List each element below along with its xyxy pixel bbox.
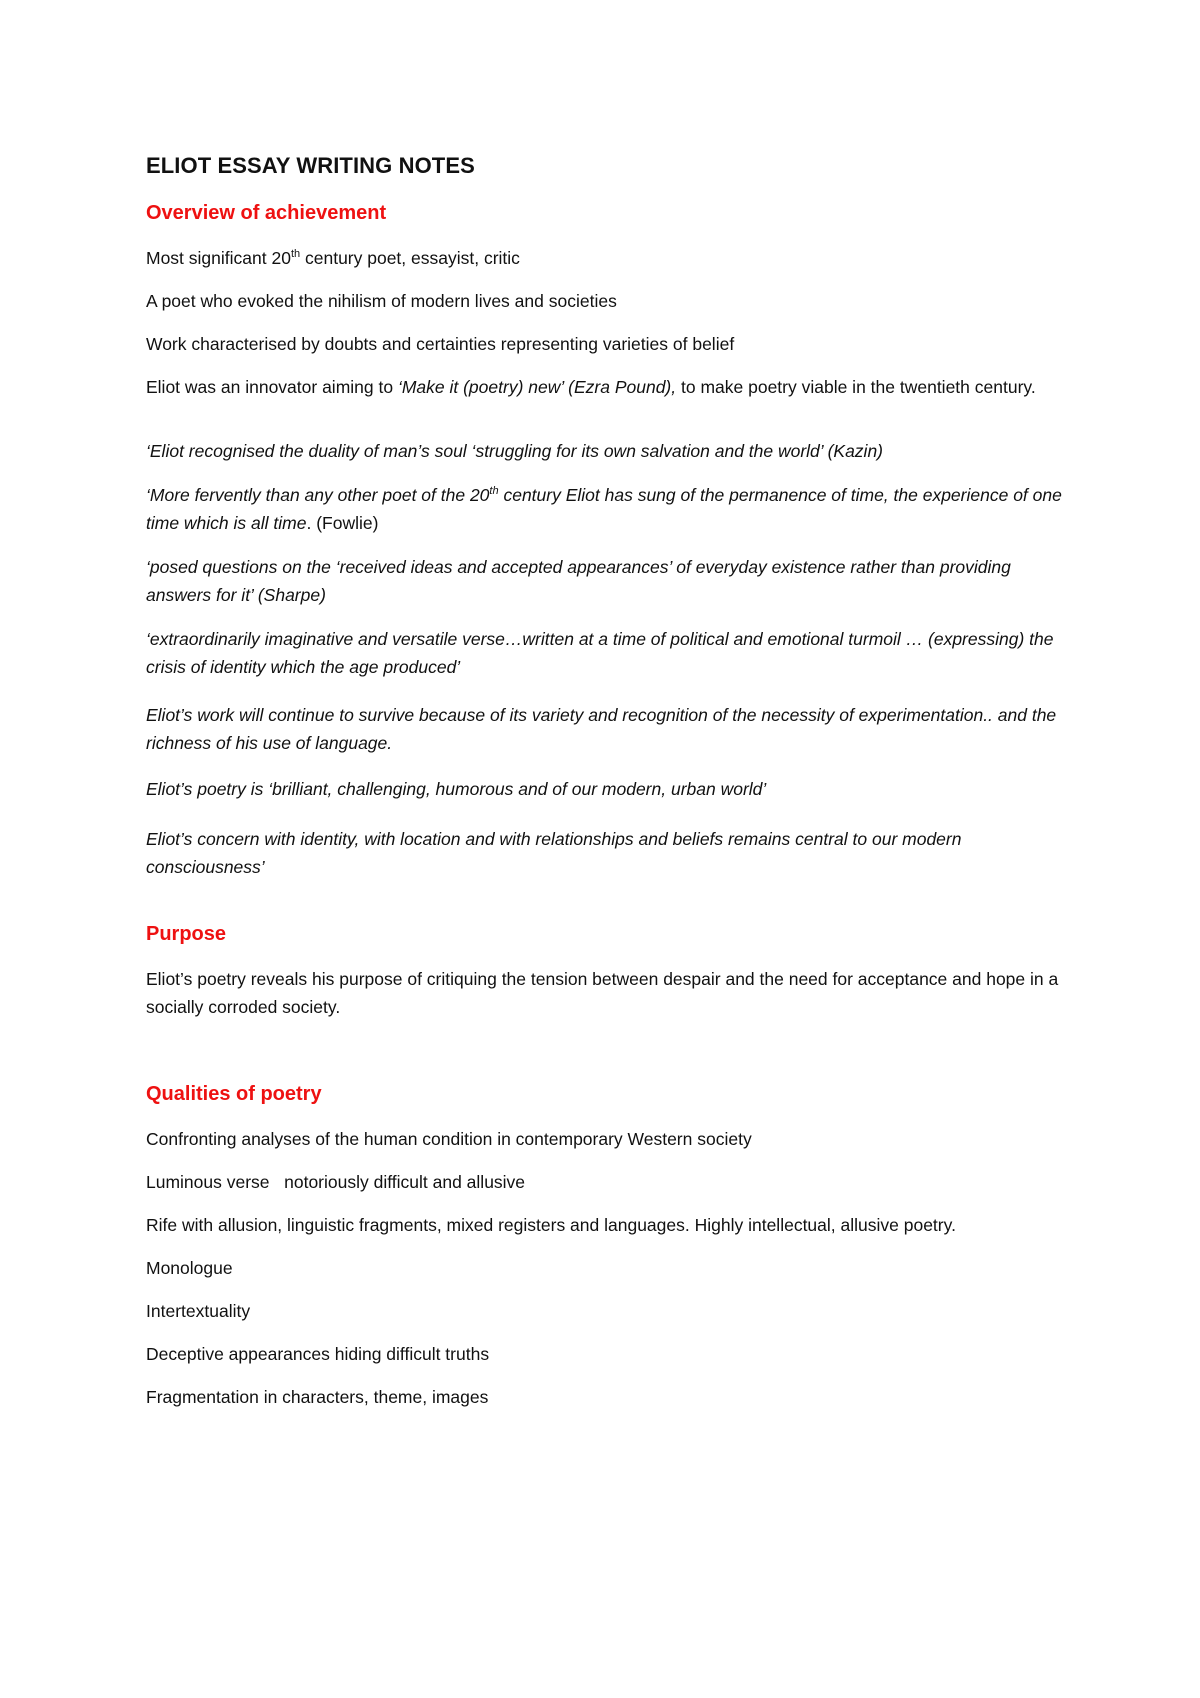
section-heading-overview: Overview of achievement: [146, 202, 387, 224]
qualities-item: Monologue: [146, 1258, 233, 1278]
overview-paragraph: Work characterised by doubts and certainties representing varieties of belief: [146, 334, 735, 354]
purpose-paragraph: Eliot’s poetry reveals his purpose of critiquing the tension between despair and the need for acceptance and hope in a socially corroded society.: [146, 969, 1059, 1017]
qualities-item: Deceptive appearances hiding difficult truths: [146, 1344, 490, 1364]
qualities-item: Confronting analyses of the human condition in contemporary Western society: [146, 1129, 752, 1149]
critic-quote-sharpe: ‘posed questions on the ‘received ideas and accepted appearances’ of everyday existence rather than providing answers for it’ (Sharpe): [146, 557, 1011, 605]
qualities-item: Luminous verse notoriously difficult and allusive: [146, 1172, 526, 1192]
overview-paragraph: A poet who evoked the nihilism of modern lives and societies: [146, 291, 617, 311]
section-heading-qualities: Qualities of poetry: [146, 1083, 322, 1105]
critic-quote: Eliot’s work will continue to survive because of its variety and recognition of the necessity of experimentation.. and the richness of his use of language.: [146, 705, 1057, 753]
qualities-item: Fragmentation in characters, theme, images: [146, 1387, 489, 1407]
qualities-item: Intertextuality: [146, 1301, 251, 1321]
critic-quote-fowlie: ‘More fervently than any other poet of the 20th century Eliot has sung of the permanence of time, the experience of one time which is all time. (Fowlie): [146, 485, 1062, 533]
critic-quote-kazin: ‘Eliot recognised the duality of man’s soul ‘struggling for its own salvation and the world’ (Kazin): [146, 441, 884, 461]
document-body: [146, 140, 1076, 1411]
overview-paragraph: Eliot was an innovator aiming to ‘Make it (poetry) new’ (Ezra Pound), to make poetry viable in the twentieth century.: [146, 377, 1036, 397]
section-heading-purpose: Purpose: [146, 923, 227, 945]
critic-quote: ‘extraordinarily imaginative and versatile verse…written at a time of political and emotional turmoil … (expressing) the crisis of identity which the age produced’: [146, 629, 1054, 677]
document-title: ELIOT ESSAY WRITING NOTES: [146, 153, 475, 178]
critic-quote: Eliot’s concern with identity, with location and with relationships and beliefs remains central to our modern consciousness’: [146, 829, 962, 877]
qualities-item: Rife with allusion, linguistic fragments, mixed registers and languages. Highly intellectual, allusive poetry.: [146, 1215, 956, 1235]
critic-quote: Eliot’s poetry is ‘brilliant, challenging, humorous and of our modern, urban world’: [146, 779, 767, 799]
overview-paragraph: Most significant 20th century poet, essayist, critic: [146, 248, 520, 268]
